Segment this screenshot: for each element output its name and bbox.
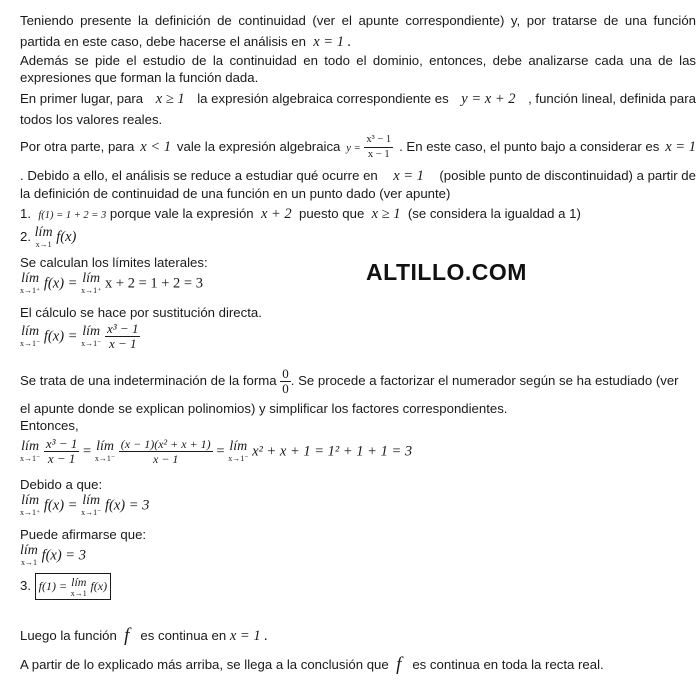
paragraph-2-line-2: expresiones que forman la función dada.: [20, 70, 259, 85]
text-puede: Puede afirmarse que:: [20, 527, 147, 542]
watermark: ALTILLO.COM: [366, 259, 527, 285]
equation-left-limit: lím x→1⁻ f(x) = lím x→1⁻ $\frac{\text{x³ − 1}}{x - 1}$: [20, 321, 139, 351]
paragraph-4-line: Por otra parte, para x < 1 vale la expresión algebraica y = $\frac{\text{x³ − 1}}{x - 1}$ . En este caso, el punto bajo a considerar es x = 1: [20, 133, 696, 160]
text-sustitucion: El cálculo se hace por sustitución directa.: [20, 305, 262, 320]
text-debido: Debido a que:: [20, 477, 103, 492]
boxed-condition: f(1) = lím x→1 f(x): [35, 573, 111, 600]
equation-factorization: lím x→1⁻ $\frac{\text{x³ − 1}}{x - 1}$ = lím x→1⁻ $\frac{\text{(x − 1)(x² + x + 1)}}{x - 1}$ = lím x→1⁻ x² + x + 1 = 1² + 1 + 1 = 3: [20, 436, 413, 466]
paragraph-6-line-2: el apunte donde se explican polinomios) y simplificar los factores correspondientes.: [20, 401, 508, 416]
paragraph-6-line-1: Se trata de una indeterminación de la forma $\frac{0}{0}$ . Se procede a factorizar el numerador según se ha estudiado (ver: [20, 365, 679, 396]
conclusion-2: A partir de lo explicado más arriba, se llega a la conclusión que f es continua en toda la recta real.: [20, 654, 604, 675]
conclusion-1: Luego la función f es continua en x = 1 .: [20, 625, 268, 646]
text-entonces: Entonces,: [20, 418, 79, 433]
paragraph-5-line-2: la definición de continuidad de una función en un punto dado (ver apunte): [20, 186, 451, 201]
text-limites-laterales: Se calculan los límites laterales:: [20, 255, 208, 270]
function-symbol: f: [396, 654, 402, 675]
equation-right-limit: lím x→1⁺ f(x) = lím x→1⁺ x + 2 = 1 + 2 = 3: [20, 271, 203, 295]
equation-limits-equal: lím x→1⁺ f(x) = lím x→1⁻ f(x) = 3: [20, 493, 150, 517]
equation-limit-result: lím x→1 f(x) = 3: [20, 543, 86, 567]
step-3: 3. f(1) = lím x→1 f(x): [20, 573, 111, 600]
paragraph-1-line-2: partida en este caso, debe hacerse el análisis en x = 1 .: [20, 34, 352, 50]
paragraph-2-line-1: Además se pide el estudio de la continuidad en todo el dominio, entonces, debe analizarse cada una de las: [20, 53, 696, 68]
limit-operator: lím x→1: [34, 225, 53, 249]
paragraph-5-line-1: . Debido a ello, el análisis se reduce a estudiar qué ocurre en x = 1 (posible punto de discontinuidad) a partir de: [20, 168, 696, 184]
function-symbol: f: [124, 625, 130, 646]
step-1: 1. f(1) = 1 + 2 = 3 porque vale la expresión x + 2 puesto que x ≥ 1 (se considera la igualdad a 1): [20, 206, 581, 222]
paragraph-3-line-1: En primer lugar, para x ≥ 1 la expresión algebraica correspondiente es y = x + 2 , función lineal, definida para: [20, 91, 696, 107]
step-2: 2. lím x→1 f(x): [20, 225, 77, 249]
fraction: $\frac{\text{x³ − 1}}{x - 1}$: [366, 133, 392, 160]
paragraph-1-line-1: Teniendo presente la definición de continuidad (ver el apunte correspondiente) y, por tratarse de una función: [20, 13, 696, 28]
paragraph-3-line-2: todos los valores reales.: [20, 112, 163, 127]
